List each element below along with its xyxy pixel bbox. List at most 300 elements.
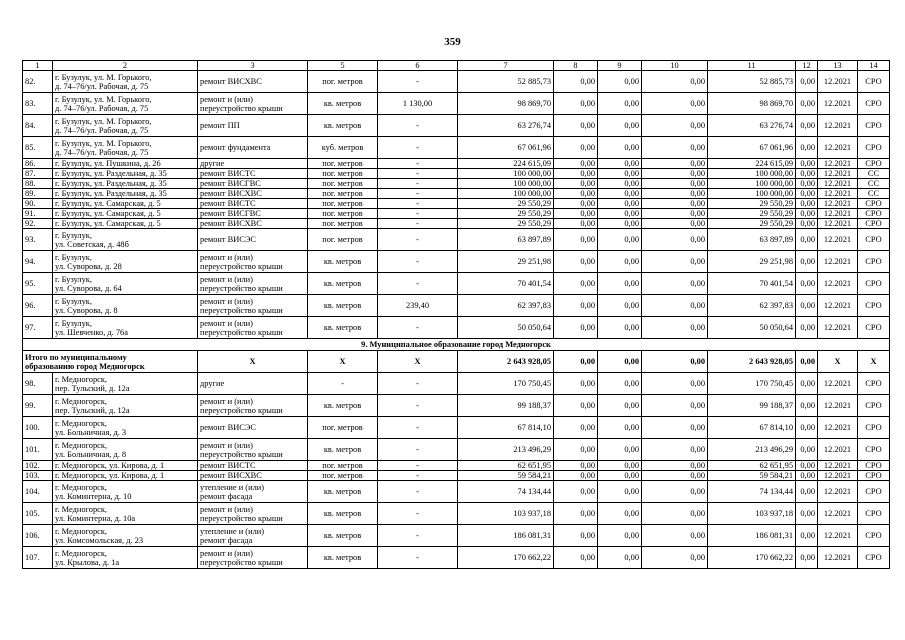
value-cell-c9: 0,00 <box>598 481 642 503</box>
work-type-cell-line: другие <box>200 159 225 168</box>
unit-cell: пог. метров <box>308 209 378 219</box>
value-cell-c12: 0,00 <box>796 503 818 525</box>
address-cell <box>53 395 198 417</box>
work-type-cell-line: ремонт ВИСТС <box>200 461 256 470</box>
value-cell-c9: 0,00 <box>598 159 642 169</box>
value-cell-c11: 74 134,44 <box>708 481 796 503</box>
work-type-cell <box>198 439 308 461</box>
value-cell-c11: 100 000,00 <box>708 169 796 179</box>
value-cell-c7: 100 000,00 <box>458 169 554 179</box>
quantity-cell: - <box>378 71 458 93</box>
unit-cell: пог. метров <box>308 461 378 471</box>
deadline-cell: 12.2021 <box>818 115 858 137</box>
value-cell-c10: 0,00 <box>642 179 708 189</box>
address-cell-line: ул. Коминтерна, д. 10 <box>55 491 132 501</box>
deadline-cell: 12.2021 <box>818 137 858 159</box>
address-cell <box>53 229 198 251</box>
total-c10: 0,00 <box>642 351 708 373</box>
value-cell-c7: 98 869,70 <box>458 93 554 115</box>
row-number: 84. <box>23 115 53 137</box>
quantity-cell: - <box>378 547 458 569</box>
value-cell-c12: 0,00 <box>796 439 818 461</box>
value-cell-c8: 0,00 <box>554 525 598 547</box>
value-cell-c9: 0,00 <box>598 317 642 339</box>
value-cell-c10: 0,00 <box>642 317 708 339</box>
table-row <box>23 547 890 569</box>
unit-cell: пог. метров <box>308 179 378 189</box>
value-cell-c9: 0,00 <box>598 373 642 395</box>
address-cell-line: г. Бузулук, <box>55 230 92 240</box>
value-cell-c9: 0,00 <box>598 229 642 251</box>
address-cell-line: ул. Комсомольская, д. 23 <box>55 535 144 545</box>
method-cell: СРО <box>858 525 890 547</box>
column-number: 14 <box>858 61 890 71</box>
address-cell <box>53 525 198 547</box>
row-number: 97. <box>23 317 53 339</box>
deadline-cell: 12.2021 <box>818 93 858 115</box>
row-number: 88. <box>23 179 53 189</box>
address-cell <box>53 93 198 115</box>
unit-cell: кв. метров <box>308 503 378 525</box>
row-number: 94. <box>23 251 53 273</box>
table-row <box>23 169 890 179</box>
row-number: 93. <box>23 229 53 251</box>
unit-cell: пог. метров <box>308 71 378 93</box>
work-type-cell-line: ремонт ВИСТС <box>200 169 256 178</box>
quantity-cell: - <box>378 525 458 547</box>
value-cell-c10: 0,00 <box>642 547 708 569</box>
value-cell-c11: 29 550,29 <box>708 199 796 209</box>
row-number: 90. <box>23 199 53 209</box>
method-cell: СРО <box>858 503 890 525</box>
value-cell-c12: 0,00 <box>796 481 818 503</box>
deadline-cell: 12.2021 <box>818 503 858 525</box>
value-cell-c12: 0,00 <box>796 251 818 273</box>
work-type-cell <box>198 461 308 471</box>
row-number: 91. <box>23 209 53 219</box>
value-cell-c12: 0,00 <box>796 159 818 169</box>
address-cell-line: г. Бузулук, ул. М. Горького, <box>55 94 152 104</box>
method-cell: СС <box>858 179 890 189</box>
value-cell-c8: 0,00 <box>554 209 598 219</box>
value-cell-c12: 0,00 <box>796 373 818 395</box>
method-cell: СРО <box>858 481 890 503</box>
table-row <box>23 71 890 93</box>
value-cell-c9: 0,00 <box>598 461 642 471</box>
table-row <box>23 461 890 471</box>
address-cell-line: г. Медногорск, <box>55 526 108 536</box>
value-cell-c10: 0,00 <box>642 159 708 169</box>
quantity-cell: - <box>378 115 458 137</box>
quantity-cell: - <box>378 179 458 189</box>
value-cell-c7: 63 276,74 <box>458 115 554 137</box>
total-label <box>23 351 198 373</box>
address-cell <box>53 471 198 481</box>
work-type-cell-line: ремонт и (или) <box>200 440 253 450</box>
value-cell-c8: 0,00 <box>554 295 598 317</box>
work-type-cell <box>198 471 308 481</box>
value-cell-c7: 70 401,54 <box>458 273 554 295</box>
row-number: 92. <box>23 219 53 229</box>
address-cell <box>53 481 198 503</box>
method-cell: СРО <box>858 317 890 339</box>
column-number: 11 <box>708 61 796 71</box>
table-row <box>23 481 890 503</box>
value-cell-c12: 0,00 <box>796 115 818 137</box>
unit-cell: куб. метров <box>308 137 378 159</box>
work-type-cell <box>198 93 308 115</box>
deadline-cell: 12.2021 <box>818 229 858 251</box>
unit-cell: кв. метров <box>308 251 378 273</box>
value-cell-c11: 213 496,29 <box>708 439 796 461</box>
address-cell-line: ул. Суворова, д. 28 <box>55 261 122 271</box>
work-type-cell <box>198 169 308 179</box>
address-cell <box>53 439 198 461</box>
quantity-cell: - <box>378 251 458 273</box>
value-cell-c11: 100 000,00 <box>708 189 796 199</box>
value-cell-c10: 0,00 <box>642 373 708 395</box>
table-row <box>23 525 890 547</box>
work-type-cell <box>198 317 308 339</box>
value-cell-c12: 0,00 <box>796 209 818 219</box>
work-type-cell-line: ремонт и (или) <box>200 548 253 558</box>
address-cell-line: пер. Тульский, д. 12а <box>55 383 130 393</box>
address-cell-line: ул. Коминтерна, д. 10а <box>55 513 136 523</box>
total-c3: X <box>198 351 308 373</box>
value-cell-c7: 67 061,96 <box>458 137 554 159</box>
address-cell-line: г. Бузулук, ул. М. Горького, <box>55 72 152 82</box>
value-cell-c7: 52 885,73 <box>458 71 554 93</box>
address-cell <box>53 251 198 273</box>
value-cell-c12: 0,00 <box>796 547 818 569</box>
quantity-cell: - <box>378 189 458 199</box>
address-cell-line: г. Медногорск, <box>55 504 108 514</box>
table-row <box>23 373 890 395</box>
value-cell-c8: 0,00 <box>554 373 598 395</box>
value-cell-c12: 0,00 <box>796 93 818 115</box>
unit-cell: кв. метров <box>308 115 378 137</box>
address-cell <box>53 317 198 339</box>
value-cell-c12: 0,00 <box>796 417 818 439</box>
column-number: 2 <box>53 61 198 71</box>
value-cell-c10: 0,00 <box>642 137 708 159</box>
deadline-cell: 12.2021 <box>818 461 858 471</box>
value-cell-c7: 62 397,83 <box>458 295 554 317</box>
address-cell <box>53 295 198 317</box>
table-row <box>23 189 890 199</box>
unit-cell: кв. метров <box>308 481 378 503</box>
row-number: 87. <box>23 169 53 179</box>
address-cell-line: г. Бузулук, <box>55 296 92 306</box>
work-type-cell <box>198 179 308 189</box>
work-type-cell <box>198 273 308 295</box>
total-c6: X <box>378 351 458 373</box>
address-cell <box>53 179 198 189</box>
work-type-cell-line: ремонт и (или) <box>200 94 253 104</box>
value-cell-c9: 0,00 <box>598 179 642 189</box>
value-cell-c9: 0,00 <box>598 417 642 439</box>
total-c14: X <box>858 351 890 373</box>
value-cell-c10: 0,00 <box>642 439 708 461</box>
address-cell <box>53 199 198 209</box>
value-cell-c12: 0,00 <box>796 229 818 251</box>
value-cell-c8: 0,00 <box>554 251 598 273</box>
value-cell-c11: 67 814,10 <box>708 417 796 439</box>
work-type-cell <box>198 547 308 569</box>
deadline-cell: 12.2021 <box>818 179 858 189</box>
value-cell-c7: 29 550,29 <box>458 209 554 219</box>
address-cell-line: ул. Советская, д. 48б <box>55 239 129 249</box>
quantity-cell: - <box>378 229 458 251</box>
unit-cell: пог. метров <box>308 219 378 229</box>
address-cell-line: пер. Тульский, д. 12а <box>55 405 130 415</box>
value-cell-c7: 100 000,00 <box>458 189 554 199</box>
work-type-cell-line: ремонт ВИСХВС <box>200 219 262 228</box>
address-cell-line: г. Медногорск, <box>55 396 108 406</box>
unit-cell: кв. метров <box>308 395 378 417</box>
address-cell <box>53 137 198 159</box>
row-number: 102. <box>23 461 53 471</box>
address-cell <box>53 417 198 439</box>
work-type-cell <box>198 199 308 209</box>
value-cell-c11: 70 401,54 <box>708 273 796 295</box>
value-cell-c10: 0,00 <box>642 93 708 115</box>
total-c8: 0,00 <box>554 351 598 373</box>
value-cell-c9: 0,00 <box>598 199 642 209</box>
address-cell-line: г. Бузулук, ул. Раздельная, д. 35 <box>55 179 167 188</box>
deadline-cell: 12.2021 <box>818 169 858 179</box>
table-row <box>23 417 890 439</box>
work-type-cell-line: переустройство крыши <box>200 327 283 337</box>
table-row <box>23 273 890 295</box>
table-row <box>23 471 890 481</box>
work-type-cell <box>198 209 308 219</box>
work-type-cell-line: утепление и (или) <box>200 482 265 492</box>
address-cell-line: г. Бузулук, ул. Пушкина, д. 26 <box>55 159 161 168</box>
address-cell-line: г. Бузулук, <box>55 318 92 328</box>
unit-cell: - <box>308 373 378 395</box>
work-type-cell-line: переустройство крыши <box>200 449 283 459</box>
work-type-cell-line: ремонт ПП <box>200 121 240 130</box>
work-type-cell <box>198 417 308 439</box>
deadline-cell: 12.2021 <box>818 439 858 461</box>
value-cell-c8: 0,00 <box>554 137 598 159</box>
value-cell-c11: 170 750,45 <box>708 373 796 395</box>
deadline-cell: 12.2021 <box>818 273 858 295</box>
value-cell-c7: 213 496,29 <box>458 439 554 461</box>
address-cell <box>53 461 198 471</box>
value-cell-c8: 0,00 <box>554 471 598 481</box>
value-cell-c11: 63 276,74 <box>708 115 796 137</box>
value-cell-c9: 0,00 <box>598 93 642 115</box>
address-cell <box>53 273 198 295</box>
unit-cell: пог. метров <box>308 189 378 199</box>
value-cell-c10: 0,00 <box>642 481 708 503</box>
row-number: 105. <box>23 503 53 525</box>
work-type-cell <box>198 395 308 417</box>
column-number: 8 <box>554 61 598 71</box>
method-cell: СРО <box>858 137 890 159</box>
value-cell-c10: 0,00 <box>642 209 708 219</box>
value-cell-c7: 224 615,09 <box>458 159 554 169</box>
value-cell-c12: 0,00 <box>796 219 818 229</box>
work-type-cell-line: утепление и (или) <box>200 526 265 536</box>
deadline-cell: 12.2021 <box>818 159 858 169</box>
quantity-cell: - <box>378 199 458 209</box>
table-body-section <box>23 339 890 373</box>
value-cell-c12: 0,00 <box>796 461 818 471</box>
value-cell-c9: 0,00 <box>598 395 642 417</box>
value-cell-c9: 0,00 <box>598 169 642 179</box>
value-cell-c9: 0,00 <box>598 251 642 273</box>
value-cell-c12: 0,00 <box>796 317 818 339</box>
value-cell-c8: 0,00 <box>554 417 598 439</box>
work-type-cell-line: ремонт и (или) <box>200 504 253 514</box>
address-cell <box>53 159 198 169</box>
deadline-cell: 12.2021 <box>818 189 858 199</box>
address-cell <box>53 169 198 179</box>
deadline-cell: 12.2021 <box>818 199 858 209</box>
value-cell-c7: 100 000,00 <box>458 179 554 189</box>
value-cell-c11: 59 584,21 <box>708 471 796 481</box>
value-cell-c8: 0,00 <box>554 169 598 179</box>
value-cell-c8: 0,00 <box>554 159 598 169</box>
section-title: 9. Муниципальное образование город Медногорск <box>23 339 890 351</box>
work-type-cell-line: ремонт фасада <box>200 535 253 545</box>
value-cell-c10: 0,00 <box>642 189 708 199</box>
column-number: 9 <box>598 61 642 71</box>
work-type-cell-line: переустройство крыши <box>200 405 283 415</box>
value-cell-c12: 0,00 <box>796 199 818 209</box>
work-type-cell-line: ремонт фасада <box>200 491 253 501</box>
deadline-cell: 12.2021 <box>818 295 858 317</box>
table-row <box>23 199 890 209</box>
work-type-cell-line: ремонт ВИСТС <box>200 199 256 208</box>
value-cell-c11: 29 550,29 <box>708 209 796 219</box>
value-cell-c12: 0,00 <box>796 169 818 179</box>
value-cell-c11: 62 651,95 <box>708 461 796 471</box>
address-cell-line: г. Медногорск, <box>55 374 108 384</box>
value-cell-c11: 100 000,00 <box>708 179 796 189</box>
value-cell-c7: 103 937,18 <box>458 503 554 525</box>
value-cell-c11: 62 397,83 <box>708 295 796 317</box>
value-cell-c8: 0,00 <box>554 93 598 115</box>
value-cell-c8: 0,00 <box>554 189 598 199</box>
row-number: 106. <box>23 525 53 547</box>
work-type-cell-line: ремонт ВИСГВС <box>200 179 261 188</box>
value-cell-c12: 0,00 <box>796 179 818 189</box>
address-cell-line: г. Бузулук, ул. Самарская, д. 5 <box>55 219 161 228</box>
unit-cell: пог. метров <box>308 417 378 439</box>
quantity-cell: - <box>378 471 458 481</box>
row-number: 99. <box>23 395 53 417</box>
value-cell-c10: 0,00 <box>642 229 708 251</box>
work-type-cell-line: ремонт фундамента <box>200 143 271 152</box>
deadline-cell: 12.2021 <box>818 317 858 339</box>
address-cell-line: ул. Больничная, д. 3 <box>55 427 127 437</box>
method-cell: СРО <box>858 251 890 273</box>
value-cell-c10: 0,00 <box>642 71 708 93</box>
method-cell: СРО <box>858 395 890 417</box>
value-cell-c11: 186 081,31 <box>708 525 796 547</box>
address-cell-line: г. Бузулук, <box>55 252 92 262</box>
row-number: 107. <box>23 547 53 569</box>
work-type-cell <box>198 115 308 137</box>
table-row <box>23 395 890 417</box>
value-cell-c9: 0,00 <box>598 71 642 93</box>
value-cell-c8: 0,00 <box>554 503 598 525</box>
method-cell: СРО <box>858 547 890 569</box>
deadline-cell: 12.2021 <box>818 547 858 569</box>
column-number: 1 <box>23 61 53 71</box>
value-cell-c9: 0,00 <box>598 115 642 137</box>
quantity-cell: 239,40 <box>378 295 458 317</box>
method-cell: СРО <box>858 439 890 461</box>
deadline-cell: 12.2021 <box>818 481 858 503</box>
quantity-cell: - <box>378 503 458 525</box>
row-number: 101. <box>23 439 53 461</box>
value-cell-c9: 0,00 <box>598 219 642 229</box>
unit-cell: кв. метров <box>308 295 378 317</box>
table-body-mednogorsk <box>23 373 890 569</box>
unit-cell: пог. метров <box>308 159 378 169</box>
method-cell: СРО <box>858 229 890 251</box>
value-cell-c8: 0,00 <box>554 71 598 93</box>
quantity-cell: - <box>378 461 458 471</box>
value-cell-c8: 0,00 <box>554 461 598 471</box>
row-number: 82. <box>23 71 53 93</box>
value-cell-c11: 52 885,73 <box>708 71 796 93</box>
total-c5: X <box>308 351 378 373</box>
unit-cell: кв. метров <box>308 93 378 115</box>
work-type-cell <box>198 373 308 395</box>
value-cell-c12: 0,00 <box>796 273 818 295</box>
work-type-cell-line: ремонт ВИСЭС <box>200 423 256 432</box>
value-cell-c7: 29 550,29 <box>458 219 554 229</box>
value-cell-c10: 0,00 <box>642 169 708 179</box>
value-cell-c8: 0,00 <box>554 547 598 569</box>
work-type-cell <box>198 251 308 273</box>
unit-cell: пог. метров <box>308 169 378 179</box>
address-cell <box>53 209 198 219</box>
work-type-cell <box>198 71 308 93</box>
value-cell-c10: 0,00 <box>642 503 708 525</box>
table-row <box>23 503 890 525</box>
address-cell-line: д. 74–76/ул. Рабочая, д. 75 <box>55 125 149 135</box>
row-number: 85. <box>23 137 53 159</box>
column-number: 5 <box>308 61 378 71</box>
page-number: 359 <box>444 36 461 48</box>
value-cell-c7: 170 662,22 <box>458 547 554 569</box>
table-row <box>23 179 890 189</box>
value-cell-c7: 67 814,10 <box>458 417 554 439</box>
method-cell: СРО <box>858 93 890 115</box>
row-number: 104. <box>23 481 53 503</box>
value-cell-c7: 59 584,21 <box>458 471 554 481</box>
value-cell-c7: 99 188,37 <box>458 395 554 417</box>
address-cell-line: г. Бузулук, <box>55 274 92 284</box>
address-cell-line: г. Бузулук, ул. М. Горького, <box>55 116 152 126</box>
value-cell-c7: 186 081,31 <box>458 525 554 547</box>
unit-cell: пог. метров <box>308 199 378 209</box>
deadline-cell: 12.2021 <box>818 71 858 93</box>
work-type-cell <box>198 137 308 159</box>
table-row <box>23 137 890 159</box>
deadline-cell: 12.2021 <box>818 525 858 547</box>
table-row <box>23 159 890 169</box>
quantity-cell: 1 130,00 <box>378 93 458 115</box>
row-number: 86. <box>23 159 53 169</box>
